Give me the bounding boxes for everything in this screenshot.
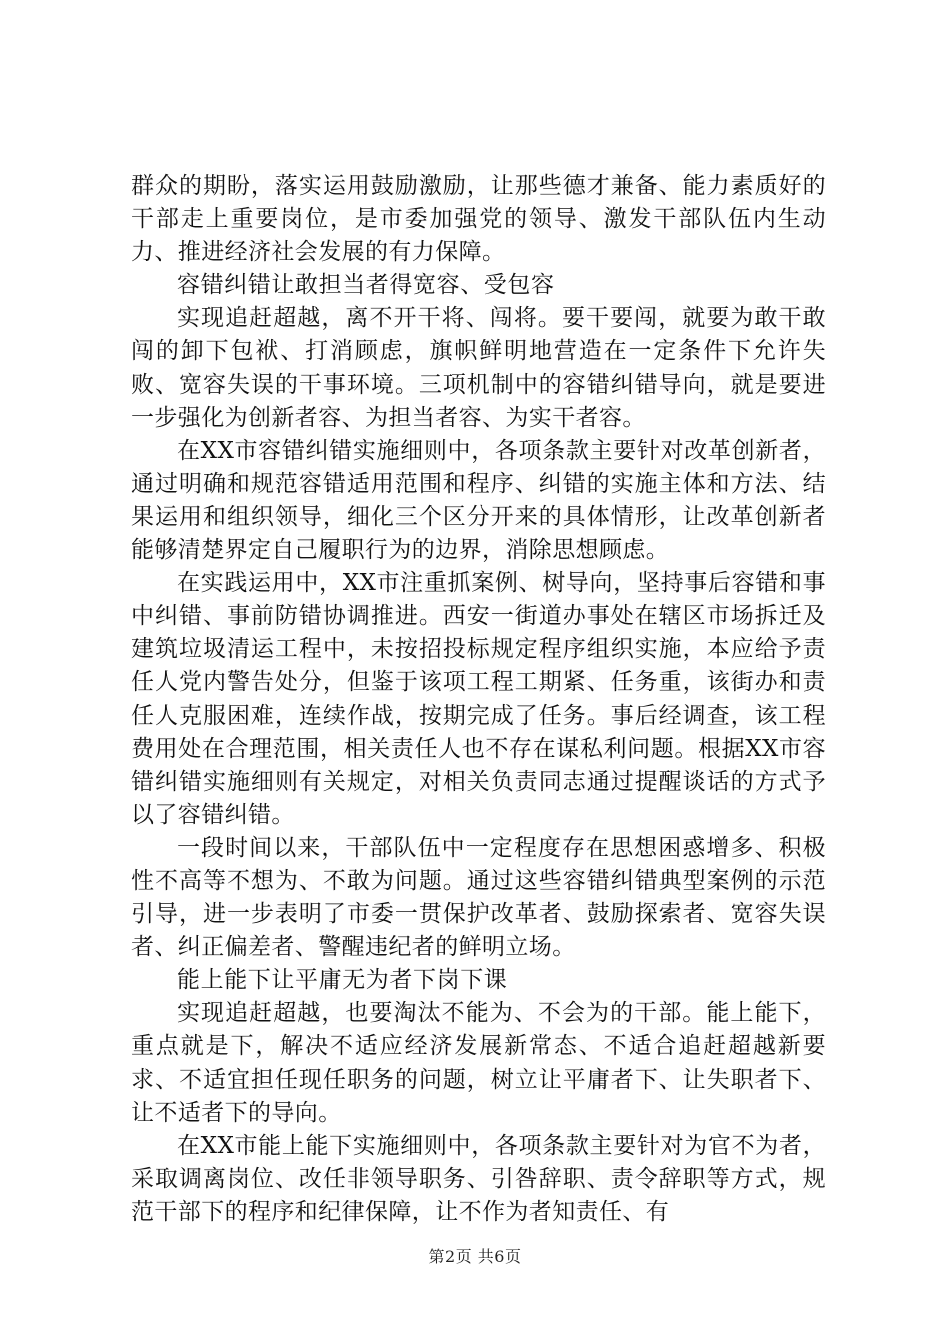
paragraph: 在XX市容错纠错实施细则中，各项条款主要针对改革创新者，通过明确和规范容错适用范围和程序、纠错的实施主体和方法、结果运用和组织领导，细化三个区分开来的具体情形，让改革创新者能够清楚界定自己履职行为的边界，消除思想顾虑。 — [131, 437, 826, 564]
document-body — [131, 170, 826, 1229]
section-heading-fault-tolerance: 容错纠错让敢担当者得宽容、受包容 — [177, 272, 555, 299]
page-number-footer: 第2页 共6页 — [428, 1247, 522, 1266]
section-heading-promotion-demotion: 能上能下让平庸无为者下岗下课 — [177, 967, 508, 994]
paragraph: 在XX市能上能下实施细则中，各项条款主要针对为官不为者，采取调离岗位、改任非领导职务、引咎辞职、责令辞职等方式，规范干部下的程序和纪律保障，让不作为者知责任、有 — [131, 1132, 826, 1225]
paragraph: 实现追赶超越，离不开干将、闯将。要干要闯，就要为敢干敢闯的卸下包袱、打消顾虑，旗帜鲜明地营造在一定条件下允许失败、宽容失误的干事环境。三项机制中的容错纠错导向，就是要进一步强化为创新者容、为担当者容、为实干者容。 — [131, 305, 826, 431]
paragraph: 在实践运用中，XX市注重抓案例、树导向，坚持事后容错和事中纠错、事前防错协调推进。西安一街道办事处在辖区市场拆迁及建筑垃圾清运工程中，未按招投标规定程序组织实施，本应给予责任人党内警告处分，但鉴于该项工程工期紧、任务重，该街办和责任人克服困难，连续作战，按期完成了任务。事后经调查，该工程费用处在合理范围，相关责任人也不存在谋私利问题。根据XX市容错纠错实施细则有关规定，对相关负责同志通过提醒谈话的方式予以了容错纠错。 — [131, 570, 826, 828]
paragraph-continued: 群众的期盼，落实运用鼓励激励，让那些德才兼备、能力素质好的干部走上重要岗位，是市委加强党的领导、激发干部队伍内生动力、推进经济社会发展的有力保障。 — [131, 173, 826, 266]
paragraph: 实现追赶超越，也要淘汰不能为、不会为的干部。能上能下，重点就是下，解决不适应经济发展新常态、不适合追赶超越新要求、不适宜担任现任职务的问题，树立让平庸者下、让失职者下、让不适者下的导向。 — [131, 1000, 826, 1126]
paragraph: 一段时间以来，干部队伍中一定程度存在思想困惑增多、积极性不高等不想为、不敢为问题。通过这些容错纠错典型案例的示范引导，进一步表明了市委一贯保护改革者、鼓励探索者、宽容失误者、纠正偏差者、警醒违纪者的鲜明立场。 — [131, 834, 826, 961]
